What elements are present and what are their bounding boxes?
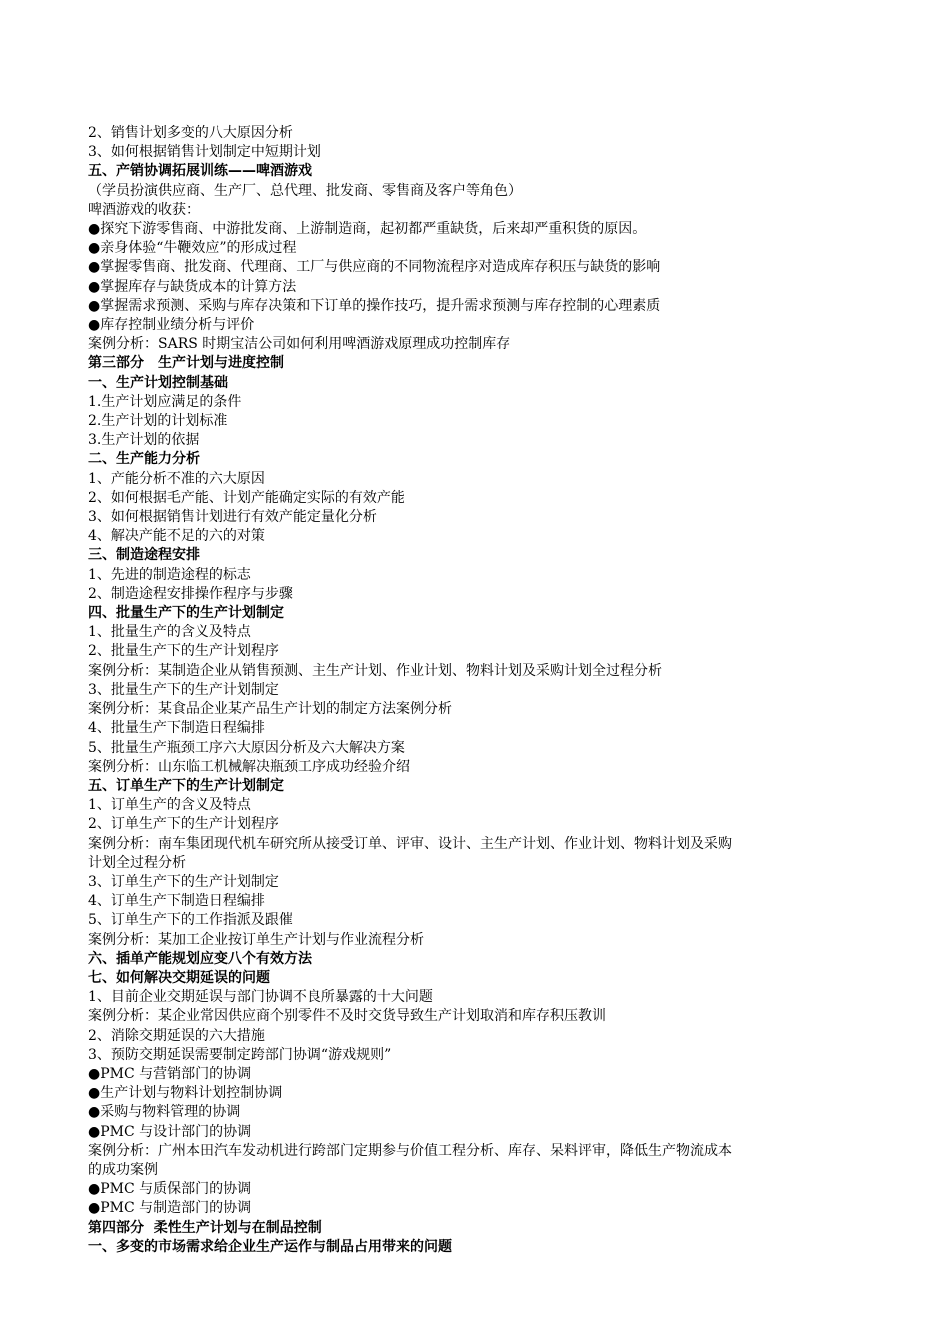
text-line: ●掌握零售商、批发商、代理商、工厂与供应商的不同物流程序对造成库存积压与缺货的影响 bbox=[88, 259, 661, 276]
text-line: 2、订单生产下的生产计划程序 bbox=[88, 816, 279, 833]
text-line: 3、如何根据销售计划进行有效产能定量化分析 bbox=[88, 509, 377, 526]
text-line: 案例分析：南车集团现代机车研究所从接受订单、评审、设计、主生产计划、作业计划、物料计划及采购 bbox=[88, 835, 732, 852]
text-line: 的成功案例 bbox=[88, 1161, 158, 1178]
text-line: 3、批量生产下的生产计划制定 bbox=[88, 681, 279, 698]
text-line: （学员扮演供应商、生产厂、总代理、批发商、零售商及客户等角色） bbox=[88, 182, 522, 199]
text-line: ●掌握需求预测、采购与库存决策和下订单的操作技巧，提升需求预测与库存控制的心理素质 bbox=[88, 297, 661, 314]
text-line: 2、批量生产下的生产计划程序 bbox=[88, 643, 279, 660]
section-heading: 五、订单生产下的生产计划制定 bbox=[88, 777, 284, 794]
text-line: 1、批量生产的含义及特点 bbox=[88, 624, 251, 641]
text-line: 5、批量生产瓶颈工序六大原因分析及六大解决方案 bbox=[88, 739, 405, 756]
text-line: 2.生产计划的计划标准 bbox=[88, 413, 228, 430]
text-line: 4、订单生产下制造日程编排 bbox=[88, 893, 265, 910]
text-line: 5、订单生产下的工作指派及跟催 bbox=[88, 912, 293, 929]
text-line: 案例分析：某食品企业某产品生产计划的制定方法案例分析 bbox=[88, 701, 452, 718]
text-line: 案例分析：某制造企业从销售预测、主生产计划、作业计划、物料计划及采购计划全过程分析 bbox=[88, 662, 662, 679]
text-line: 3、订单生产下的生产计划制定 bbox=[88, 873, 279, 890]
text-line: 1、目前企业交期延误与部门协调不良所暴露的十大问题 bbox=[88, 989, 433, 1006]
section-heading: 六、插单产能规划应变八个有效方法 bbox=[88, 950, 312, 967]
text-line: ●探究下游零售商、中游批发商、上游制造商，起初都严重缺货，后来却严重积货的原因。 bbox=[88, 221, 647, 238]
text-line: ●PMC 与质保部门的协调 bbox=[88, 1181, 252, 1198]
text-line: ●PMC 与营销部门的协调 bbox=[88, 1065, 252, 1082]
text-line: ●PMC 与设计部门的协调 bbox=[88, 1123, 252, 1140]
document-page bbox=[88, 124, 868, 1257]
text-line: 啤酒游戏的收获： bbox=[88, 201, 200, 218]
text-line: ●生产计划与物料计划控制协调 bbox=[88, 1085, 283, 1102]
section-heading: 三、制造途程安排 bbox=[88, 547, 200, 564]
text-line: 3.生产计划的依据 bbox=[88, 432, 200, 449]
text-line: 2、消除交期延误的六大措施 bbox=[88, 1027, 265, 1044]
text-line: 3、如何根据销售计划制定中短期计划 bbox=[88, 144, 321, 161]
text-line: 1、产能分析不准的六大原因 bbox=[88, 470, 265, 487]
section-heading: 二、生产能力分析 bbox=[88, 451, 200, 468]
text-line: 2、制造途程安排操作程序与步骤 bbox=[88, 585, 293, 602]
section-heading: 第三部分 生产计划与进度控制 bbox=[88, 355, 284, 372]
text-line: 2、销售计划多变的八大原因分析 bbox=[88, 125, 293, 141]
text-line: 案例分析：广州本田汽车发动机进行跨部门定期参与价值工程分析、库存、呆料评审，降低生产物流成本 bbox=[88, 1142, 732, 1159]
section-heading: 七、如何解决交期延误的问题 bbox=[88, 969, 270, 986]
text-line: 案例分析：某企业常因供应商个别零件不及时交货导致生产计划取消和库存积压教训 bbox=[88, 1008, 606, 1025]
text-line: 计划全过程分析 bbox=[88, 854, 186, 871]
text-line: 1、先进的制造途程的标志 bbox=[88, 566, 251, 583]
text-line: 案例分析：山东临工机械解决瓶颈工序成功经验介绍 bbox=[88, 758, 410, 775]
text-line: 1、订单生产的含义及特点 bbox=[88, 797, 251, 814]
text-line: 4、解决产能不足的六的对策 bbox=[88, 528, 265, 545]
text-line: ●库存控制业绩分析与评价 bbox=[88, 317, 255, 334]
text-line: 案例分析：SARS 时期宝洁公司如何利用啤酒游戏原理成功控制库存 bbox=[88, 336, 511, 353]
section-heading: 一、多变的市场需求给企业生产运作与制品占用带来的问题 bbox=[88, 1238, 452, 1255]
section-heading: 五、产销协调拓展训练——啤酒游戏 bbox=[88, 163, 312, 180]
section-heading: 一、生产计划控制基础 bbox=[88, 374, 228, 391]
text-line: ●亲身体验“牛鞭效应”的形成过程 bbox=[88, 240, 297, 257]
text-line: 1.生产计划应满足的条件 bbox=[88, 393, 242, 410]
section-heading: 四、批量生产下的生产计划制定 bbox=[88, 605, 284, 622]
text-line: 案例分析：某加工企业按订单生产计划与作业流程分析 bbox=[88, 931, 424, 948]
text-line: 4、批量生产下制造日程编排 bbox=[88, 720, 265, 737]
text-line: ●采购与物料管理的协调 bbox=[88, 1104, 241, 1121]
text-line: ●PMC 与制造部门的协调 bbox=[88, 1200, 252, 1217]
text-line: 3、预防交期延误需要制定跨部门协调“游戏规则” bbox=[88, 1046, 392, 1063]
section-heading: 第四部分 柔性生产计划与在制品控制 bbox=[88, 1219, 322, 1236]
text-line: 2、如何根据毛产能、计划产能确定实际的有效产能 bbox=[88, 489, 405, 506]
text-line: ●掌握库存与缺货成本的计算方法 bbox=[88, 278, 297, 295]
